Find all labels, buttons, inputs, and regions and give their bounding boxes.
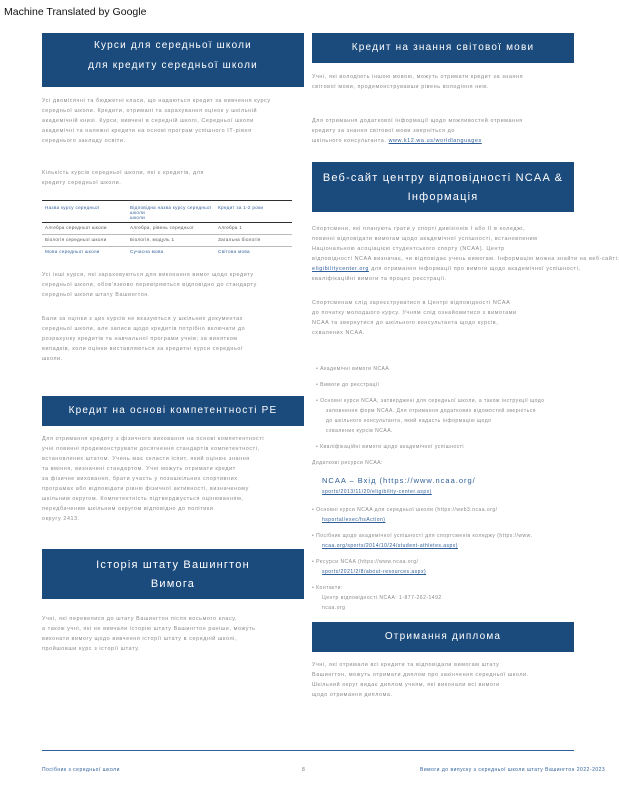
ncaa-banner — [312, 162, 574, 212]
list-item: • Академічні вимоги NCAA — [316, 366, 390, 372]
eligibility-center-link[interactable]: eligibilitycenter.org — [312, 266, 369, 272]
ncaa-login-link[interactable]: NCAA – Вхід (https://www.ncaa.org/ — [322, 476, 476, 485]
table-cell: Алгебра, рівень середньої — [127, 223, 215, 235]
footer-right: Вимоги до випуску з середньої школи штату Вашингтон 2022-2023 — [420, 767, 606, 773]
world-lang-banner — [312, 33, 574, 63]
history-banner — [42, 549, 304, 599]
table-cell: Світова мова — [218, 249, 250, 254]
diploma-title: Отримання диплома — [384, 631, 502, 642]
list-item: • Контакти: — [312, 585, 343, 591]
courses-title-line-2: для кредиту середньої школи — [88, 60, 258, 71]
history-title-line-2: Вимога — [150, 578, 196, 590]
table-cell: Алгебра 1 — [215, 223, 292, 235]
table-header-cell: Відповідна назва курсу середньої школи школи — [127, 201, 215, 223]
list-item: • Кваліфікаційні вимоги щодо академічної успішності — [316, 444, 465, 450]
ncaa-body-2: Спортсменам слід зареєструватися в Центрі відповідності NCAA до початку молодшого курсу. Учням слід ознайомитися з вимогами NCAA та звернутися до шкільного консультанта щодо курсів, схвалених NCAA. — [312, 300, 517, 336]
world-lang-link[interactable]: www.k12.wa.us/worldlanguages — [388, 138, 482, 144]
courses-title-line-1: Курси для середньої школи — [94, 40, 252, 51]
table-header-row — [42, 201, 292, 223]
ncaa-title-line-2: Інформація — [407, 191, 479, 203]
courses-table-intro: Кількість курсів середньої школи, які є кредитів, для кредиту середньої школи. — [42, 170, 205, 186]
courses-banner — [42, 33, 304, 87]
courses-after-table: Усі інші курси, які зараховуються для виконання вимог щодо кредиту середньої школи, обов'язково перевіряються відповідно до стандарту середньої школи штату Вашингтон. — [42, 272, 257, 298]
table-row — [42, 223, 292, 235]
table-header-cell: Кредит за 1-2 роки — [215, 201, 292, 223]
table-row — [42, 235, 292, 247]
ncaa-resources: Додаткові ресурси NCAA: NCAA – Вхід (https://www.ncaa.org/ sports/2013/11/20/eligibility-center.aspx) • Основні курси NCAA для середньої школи (https://web3.ncaa.org/ hsportal/exec/hsAction) • Посібник щодо академічної успішності для спортсменів коледжу (https://www. ncaa.org/sports/2014/10/24/student-athletes.aspx) • Ресурси NCAA (https://www.ncaa.org/ sports/2021/2/8/about-resources.aspx) • Контакти: Центр відповідності NCAA: 1-877-262-1492 ncaa.org — [312, 458, 574, 613]
list-item: • Основні курси NCAA для середньої школи (https://web3.ncaa.org/ — [312, 507, 498, 513]
table-cell: Алгебра середньої школи — [42, 223, 127, 235]
history-title-line-1: Історія штату Вашингтон — [96, 559, 250, 571]
list-item: • Посібник щодо академічної успішності для спортсменів коледжу (https://www. — [312, 533, 533, 539]
world-lang-title: Кредит на знання світової мови — [351, 42, 535, 53]
ncaa-body: Спортсмени, які планують грати у спорті дивізіонів I або II в коледжі, повинні відповідати вимогам щодо академічної успішності, встановленим Національною асоціацією студентського спорту (NCAA). Центр відповідності NCAA визначає, чи відповідає учень вимогам. Інформацію можна знайти на веб-сайті: eligibilitycenter.org для отримання інформації про вимоги щодо академічної успішності, кваліфікаційні вимоги та процес реєстрації. — [312, 226, 619, 282]
list-item: • Основні курси NCAA, затверджені для середньої школи, а також інструкції щодо — [316, 398, 545, 404]
machine-translated-label: Machine Translated by Google — [4, 6, 147, 18]
list-item: • Ресурси NCAA (https://www.ncaa.org/ — [312, 559, 419, 565]
footer-divider — [42, 750, 574, 751]
resources-label: Додаткові ресурси NCAA: — [312, 460, 383, 466]
history-body: Учні, які перевелися до штату Вашингтон після восьмого класу, а також учні, які не вивчали історію штату Вашингтон раніше, можуть виконати вимогу щодо вивчення історії штату в середній школі, пройшовши курс з історії штату. — [42, 616, 256, 652]
table-cell: Біологія, модуль 1 — [127, 235, 215, 247]
ncaa-requirements-list: • Академічні вимоги NCAA • Вимоги до реєстрації • Основні курси NCAA, затверджені для середньої школи, а також інструкції щодо заповнення форм NCAA. Для отримання додаткових відомостей зверніться до шкільного консультанта, який надасть інформацію щодо схвалених курсів NCAA. • Кваліфікаційні вимоги щодо академічної успішності — [316, 364, 572, 452]
courses-table — [42, 200, 292, 259]
world-lang-body-2: Для отримання додаткової інформації щодо можливостей отримання кредиту за знання світової мови зверніться до шкільного консультанта. www.k12.wa.us/worldlanguages — [312, 118, 523, 144]
courses-after-table-2: Бали за оцінки з цих курсів не вказуються у шкільних документах середньої школи, але записи щодо кредитів потрібно включати до розрахунку кредитів та навчальної програми учнів; за винятком випадків, коли оцінки виставляються за кредитні курси середньої школи. — [42, 316, 246, 362]
ncaa-title-line-1: Веб-сайт центру відповідності NCAA & — [322, 172, 564, 184]
table-cell: Загальна біологія — [215, 235, 292, 247]
diploma-banner — [312, 622, 574, 652]
competency-title: Кредит на основі компетентності PE — [68, 405, 278, 416]
table-cell: Сучасна мова — [130, 249, 164, 254]
world-lang-body: Учні, які володіють іншою мовою, можуть отримати кредит за знання світової мови, продемонструвавши рівень володіння нею. — [312, 74, 524, 90]
page-number: 8 — [302, 767, 306, 773]
competency-body: Для отримання кредиту з фізичного виховання на основі компетентності учні повинні продемонструвати досягнення стандартів компетентності, встановлених штатом. Учень має скласти іспит, який оцінює знання та вміння, визначені стандартом. Учні можуть отримати кредит за фізичне виховання, брати участь у позашкільних спортивних програмах або відповідати рівню фізичної активності, визначеному шкільним округом. Компетентність підтверджується оцінюванням, передбаченим шкільним округом відповідно до політики округу 2413. — [42, 436, 265, 522]
table-cell: Біологія середньої школи — [42, 235, 127, 247]
courses-intro: Усі двомісячні та бюджетні класи, що надаються кредит за вивчення курсу середньої школи. Кредити, отримані та зарахування оцінок у шкільній академічній книзі. Курси, вивчені в середній школі, Середньої школи академічні та належні кредити на основі програм успішного ІТ-рівня середнього закладу освіти. — [42, 98, 271, 144]
ncaa-login-link-2[interactable]: sports/2013/11/20/eligibility-center.aspx) — [322, 489, 432, 495]
footer-left: Посібник з середньої школи — [42, 767, 120, 773]
competency-banner — [42, 396, 304, 426]
table-row — [42, 247, 292, 259]
table-cell: Мова середньої школи — [45, 249, 100, 254]
list-item: • Вимоги до реєстрації — [316, 382, 380, 388]
diploma-body: Учні, які отримали всі кредити та відповідали вимогам штату Вашингтон, можуть отримати диплом про закінчення середньої школи. Шкільний округ видає диплом учням, які виконали всі вимоги щодо отримання диплома. — [312, 662, 529, 698]
table-header-cell: Назва курсу середньої — [42, 201, 127, 223]
